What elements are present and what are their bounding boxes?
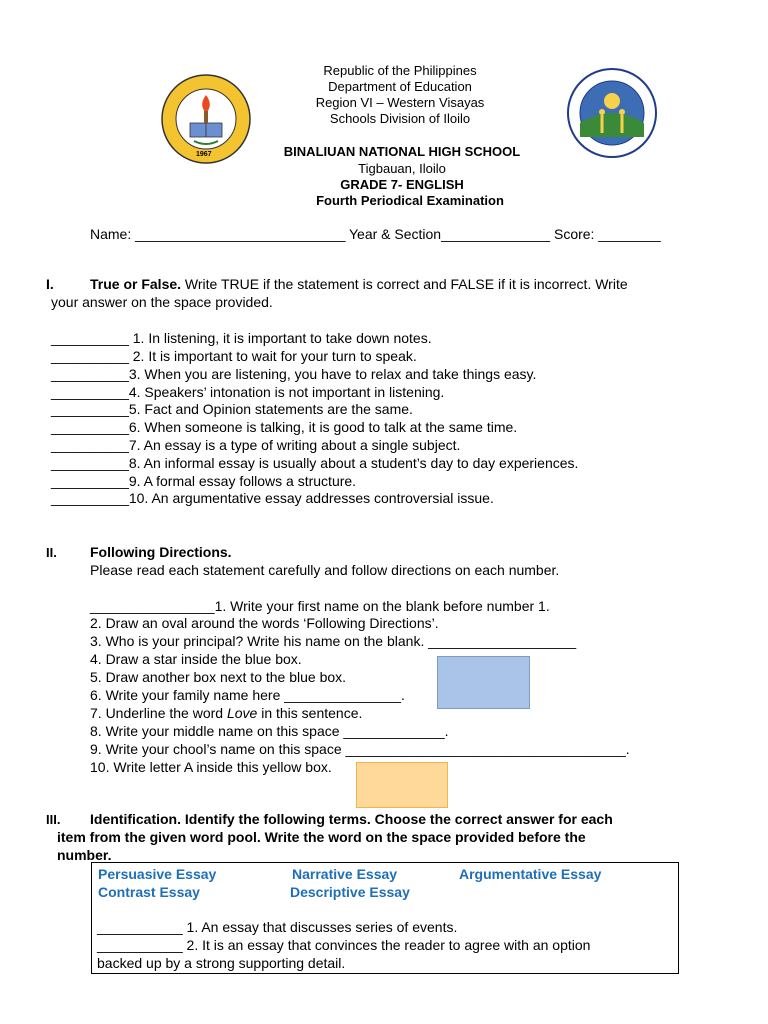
section1-heading <box>90 276 628 292</box>
tf-item: __________10. An argumentative essay addresses controversial issue. <box>51 490 494 506</box>
section2-title: Following Directions. <box>90 544 232 560</box>
seal-year: 1967 <box>196 151 212 158</box>
item7-end: in this sentence. <box>257 705 363 721</box>
direction-item: ________________1. Write your first name on the blank before number 1. <box>90 598 550 614</box>
header-region: Region VI – Western Visayas <box>315 95 485 110</box>
deped-seal-icon <box>566 67 658 159</box>
direction-item: 4. Draw a star inside the blue box. <box>90 651 302 667</box>
school-name: BINALIUAN NATIONAL HIGH SCHOOL <box>283 144 521 159</box>
tf-item: __________ 1. In listening, it is important to take down notes. <box>51 330 432 346</box>
section2-instruction: Please read each statement carefully and follow directions on each number. <box>90 562 560 578</box>
tf-item: __________3. When you are listening, you have to relax and take things easy. <box>51 366 537 382</box>
tf-item: __________5. Fact and Opinion statements are the same. <box>51 401 413 417</box>
yellow-box <box>356 762 448 808</box>
grade-level: GRADE 7- ENGLISH <box>340 177 464 192</box>
direction-item: 6. Write your family name here _______________. <box>90 687 405 703</box>
section3-number: III. <box>46 812 61 827</box>
section1-number: I. <box>46 276 54 292</box>
blue-box <box>437 656 530 709</box>
word-pool-box <box>91 862 679 974</box>
tf-item: __________4. Speakers’ intonation is not important in listening. <box>51 384 445 400</box>
school-location: Tigbauan, Iloilo <box>358 161 446 176</box>
identification-item: backed up by a strong supporting detail. <box>97 955 346 971</box>
tf-item: __________8. An informal essay is usually about a student’s day to day experiences. <box>51 455 579 471</box>
header-department: Department of Education <box>328 79 472 94</box>
deped-seal-right <box>566 67 658 159</box>
section2-number: II. <box>46 545 57 560</box>
word-pool-item: Narrative Essay <box>292 866 398 882</box>
section1-title: True or False. <box>90 276 182 292</box>
item7-italic-word: Love <box>226 705 258 721</box>
student-info-line: Name: ___________________________ Year & Section______________ Score: ________ <box>90 226 661 242</box>
section3-title-1: Identification. Identify the following terms. Choose the correct answer for each <box>90 811 613 827</box>
header-republic: Republic of the Philippines <box>323 63 477 78</box>
direction-item-7 <box>90 704 362 722</box>
direction-item: 5. Draw another box next to the blue box. <box>90 669 347 685</box>
identification-item: ___________ 2. It is an essay that convinces the reader to agree with an option <box>97 937 591 953</box>
section1-instruction: Write TRUE if the statement is correct and FALSE if it is incorrect. Write <box>181 276 628 292</box>
tf-item: __________9. A formal essay follows a structure. <box>51 473 357 489</box>
word-pool-item: Contrast Essay <box>98 884 200 900</box>
direction-item: 9. Write your chool’s name on this space ____________________________________. <box>90 741 630 757</box>
item7-start: 7. Underline the word <box>90 705 227 721</box>
direction-item: 10. Write letter A inside this yellow box. <box>90 759 332 775</box>
header-division: Schools Division of Iloilo <box>329 111 471 126</box>
direction-item: 3. Who is your principal? Write his name on the blank. ___________________ <box>90 633 577 649</box>
word-pool-item: Descriptive Essay <box>290 884 410 900</box>
word-pool-item: Persuasive Essay <box>98 866 217 882</box>
section3-title-2: item from the given word pool. Write the word on the space provided before the <box>57 829 586 845</box>
section1-instruction-cont: your answer on the space provided. <box>51 294 273 310</box>
section3-title-3: number. <box>57 847 112 863</box>
school-seal-left <box>160 73 252 165</box>
direction-item: 2. Draw an oval around the words ‘Following Directions’. <box>90 615 439 631</box>
tf-item: __________7. An essay is a type of writing about a single subject. <box>51 437 461 453</box>
exam-title: Fourth Periodical Examination <box>316 193 504 208</box>
identification-item: ___________ 1. An essay that discusses series of events. <box>97 919 458 935</box>
tf-item: __________ 2. It is important to wait for your turn to speak. <box>51 348 417 364</box>
tf-item: __________6. When someone is talking, it is good to talk at the same time. <box>51 419 518 435</box>
word-pool-item: Argumentative Essay <box>459 866 602 882</box>
direction-item: 8. Write your middle name on this space _____________. <box>90 723 449 739</box>
